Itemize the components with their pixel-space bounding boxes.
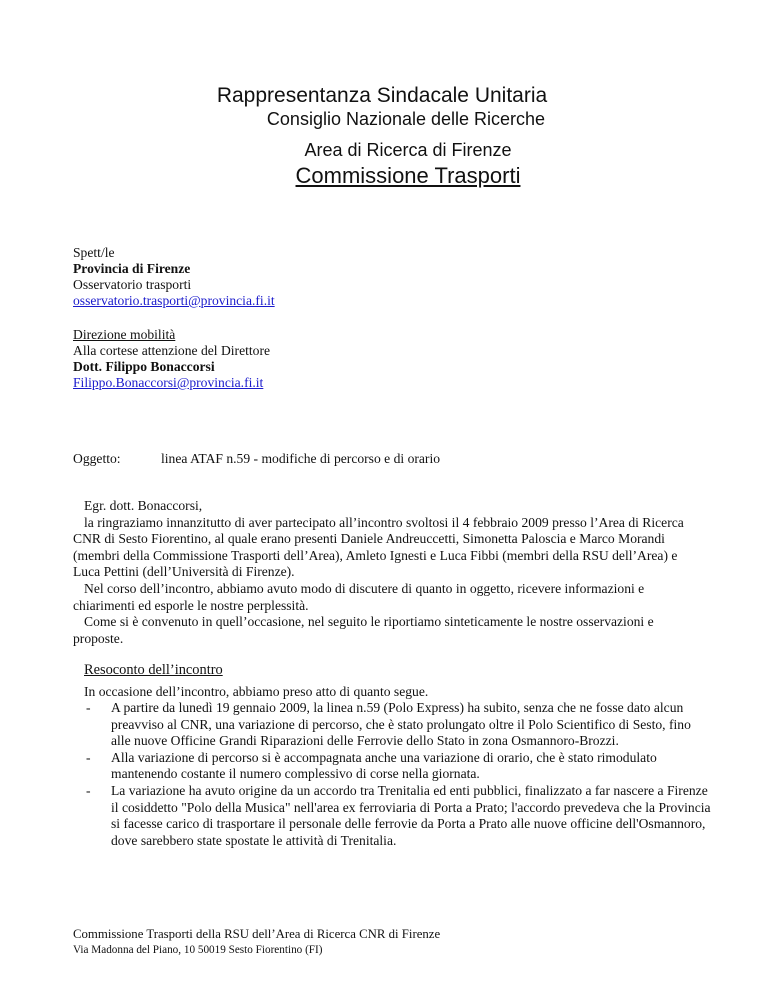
letter-body [73,498,703,647]
recipient2-dept: Direzione mobilità [73,327,176,342]
section-intro: In occasione dell’incontro, abbiamo preso atto di quanto segue. [84,684,429,699]
header-commission: Commissione Trasporti [295,163,521,188]
paragraph-1: la ringraziamo innanzitutto di aver partecipato all’incontro svoltosi il 4 febbraio 2009 presso l’Area di Ricerca CNR di Sesto Fiorentino, al quale erano presenti Daniele Andreuccetti, Simonetta Paloscia e Marco Morandi (membri della Commissione Trasporti dell’Area), Amleto Ignesti e Luca Fibbi (membri della RSU dell’Area) e Luca Pettini (dell’Università di Firenze). [73,514,684,580]
recipient-block-2 [73,327,270,391]
recipient-salutation: Spett/le [73,245,115,260]
greeting: Egr. dott. Bonaccorsi, [84,498,203,513]
recipient2-attention: Alla cortese attenzione del Direttore [73,343,271,358]
list-item: - La variazione ha avuto origine da un accordo tra Trenitalia ed enti pubblici, finalizzato a far nascere a Firenze il cosiddetto "Polo della Musica" nell'area ex ferroviaria di Porta a Prato; l'accordo prevedeva che la Provincia si facesse carico di trasportare il personale delle ferrovie da Porta a Prato alle nuove officine dell'Osmannoro, dove sarebbero state spostate le attività di Trenitalia. [86,782,711,848]
header-area: Area di Ricerca di Firenze [304,140,512,160]
recipient-org: Provincia di Firenze [73,261,191,276]
subject-label: Oggetto: [73,451,121,466]
list-item: - A partire da lunedì 19 gennaio 2009, la linea n.59 (Polo Express) ha subito, senza che ne fosse dato alcun preavviso al CNR, una variazione di percorso, che è stato prolungato oltre il Polo Scientifico di Sesto, fino alle nuove Officine Grandi Riparazioni delle Ferrovie dello Stato in zona Osmannoro-Brozzi. [86,700,691,749]
paragraph-3: Come si è convenuto in quell’occasione, nel seguito le riportiamo sinteticamente le nostre osservazioni e proposte. [73,614,654,646]
list-item: - Alla variazione di percorso si è accompagnata anche una variazione di orario, che è stato rimodulato mantenendo costante il numero complessivo di corse nella giornata. [86,749,657,782]
recipient-dept: Osservatorio trasporti [73,277,192,292]
header-title: Rappresentanza Sindacale Unitaria [216,84,548,107]
footer [73,927,440,956]
bullet-list [73,700,713,849]
recipient2-name: Dott. Filippo Bonaccorsi [73,359,215,374]
recipient2-email-link[interactable]: Filippo.Bonaccorsi@provincia.fi.it [73,375,264,390]
section-title: Resoconto dell’incontro [84,662,223,678]
footer-address: Via Madonna del Piano, 10 50019 Sesto Fiorentino (FI) [73,944,323,956]
paragraph-2: Nel corso dell’incontro, abbiamo avuto modo di discutere di quanto in oggetto, ricevere informazioni e chiarimenti ed esporle le nostre perplessità. [73,580,645,613]
recipient-email-link[interactable]: osservatorio.trasporti@provincia.fi.it [73,293,275,308]
header-organization: Consiglio Nazionale delle Ricerche [266,109,546,129]
bullet-dash: - [86,700,91,715]
bullet-dash: - [86,749,91,765]
bullet-dash: - [86,782,91,798]
footer-org: Commissione Trasporti della RSU dell’Area di Ricerca CNR di Firenze [73,927,441,941]
recipient-block-1 [73,245,275,309]
subject-value: linea ATAF n.59 - modifiche di percorso e di orario [161,451,441,466]
